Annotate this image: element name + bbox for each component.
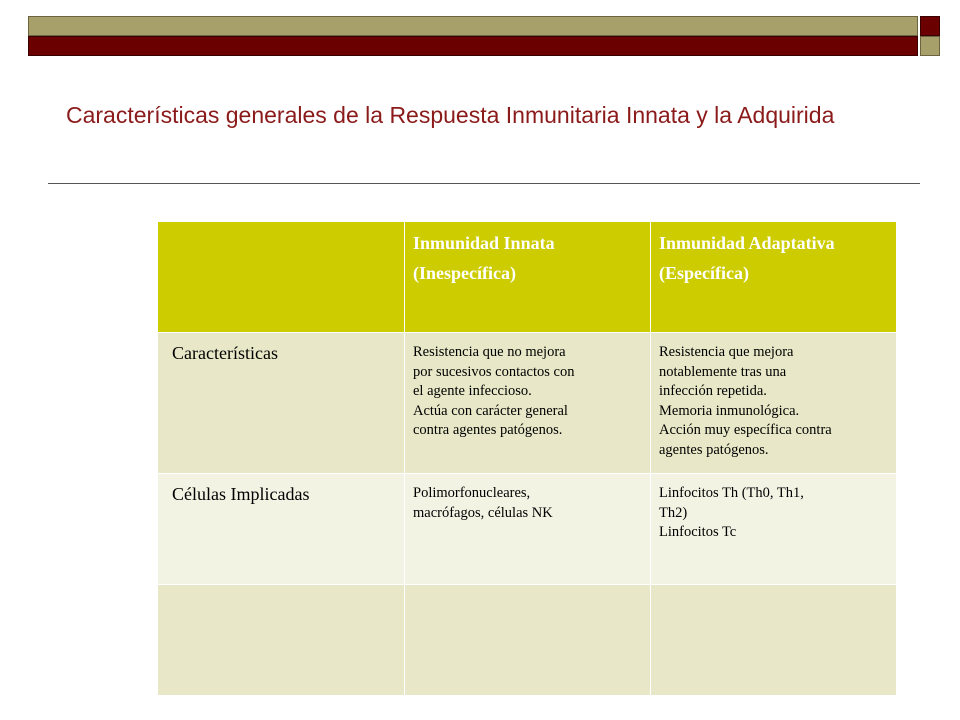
decorative-square-olive xyxy=(920,36,940,56)
title-divider xyxy=(48,183,920,184)
decorative-square-red xyxy=(920,16,940,36)
cell-adaptativa-celulas: Linfocitos Th (Th0, Th1, Th2) Linfocitos Tc xyxy=(651,474,896,585)
cell-adaptativa-empty xyxy=(651,585,896,696)
row-label-celulas: Células Implicadas xyxy=(158,474,405,585)
table-row xyxy=(158,333,896,474)
decorative-bar-olive xyxy=(28,16,918,36)
slide-title: Características generales de la Respuesta Inmunitaria Innata y la Adquirida xyxy=(66,102,835,128)
header-cell-innata: Inmunidad Innata (Inespecífica) xyxy=(405,222,651,333)
row-label-caracteristicas: Características xyxy=(158,333,405,474)
header-cell-adaptativa: Inmunidad Adaptativa (Específica) xyxy=(651,222,896,333)
cell-innata-celulas: Polimorfonucleares, macrófagos, células NK xyxy=(405,474,651,585)
decorative-bar-dark xyxy=(28,36,918,56)
table-header-row xyxy=(158,222,896,333)
table-row xyxy=(158,474,896,585)
cell-innata-caracteristicas: Resistencia que no mejora por sucesivos contactos con el agente infeccioso. Actúa con carácter general contra agentes patógenos. xyxy=(405,333,651,474)
comparison-table xyxy=(158,222,896,696)
table-row xyxy=(158,585,896,696)
cell-adaptativa-caracteristicas: Resistencia que mejora notablemente tras una infección repetida. Memoria inmunológica. Acción muy específica contra agentes patógenos. xyxy=(651,333,896,474)
row-label-empty xyxy=(158,585,405,696)
header-cell-empty xyxy=(158,222,405,333)
cell-innata-empty xyxy=(405,585,651,696)
